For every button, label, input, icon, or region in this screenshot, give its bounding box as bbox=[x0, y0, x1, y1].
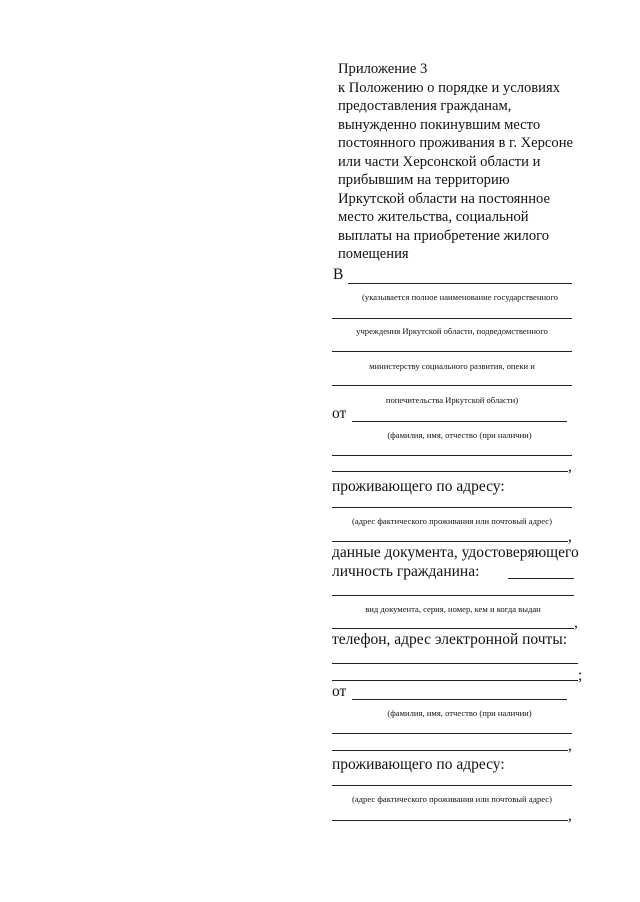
contacts-line[interactable] bbox=[332, 680, 578, 681]
comma: , bbox=[568, 458, 572, 475]
document-label: личность гражданина: bbox=[332, 563, 480, 580]
recipient-line[interactable] bbox=[332, 385, 572, 386]
fio-line[interactable] bbox=[352, 421, 567, 422]
header-line: или части Херсонской области и bbox=[338, 153, 541, 170]
address-line[interactable] bbox=[332, 541, 568, 542]
comma: , bbox=[568, 737, 572, 754]
residing-label: проживающего по адресу: bbox=[332, 478, 505, 495]
comma: , bbox=[574, 614, 578, 631]
recipient-line[interactable] bbox=[332, 318, 572, 319]
header-line: предоставления гражданам, bbox=[338, 98, 512, 114]
caption-institution: попечительства Иркутской области) bbox=[385, 395, 519, 405]
appendix-header bbox=[338, 60, 588, 264]
caption-fio: (фамилия, имя, отчество (при наличии) bbox=[387, 430, 532, 440]
header-line: прибывшим на территорию bbox=[338, 172, 510, 188]
contacts-label: телефон, адрес электронной почты: bbox=[332, 631, 568, 648]
recipient-line[interactable] bbox=[332, 351, 572, 352]
document-line[interactable] bbox=[332, 595, 574, 596]
document-label: данные документа, удостоверяющего bbox=[332, 544, 579, 561]
header-line: Иркутской области на постоянное bbox=[338, 190, 550, 207]
recipient-line[interactable] bbox=[348, 283, 572, 284]
header-line: место жительства, социальной bbox=[338, 209, 529, 225]
to-prefix: В bbox=[333, 266, 344, 283]
header-line: вынужденно покинувшим место bbox=[338, 116, 541, 133]
comma: , bbox=[568, 807, 572, 824]
caption-document: вид документа, серия, номер, кем и когда выдан bbox=[365, 604, 541, 614]
header-line: Приложение 3 bbox=[338, 61, 428, 77]
caption-fio: (фамилия, имя, отчество (при наличии) bbox=[387, 708, 532, 718]
fio-line[interactable] bbox=[352, 699, 567, 700]
comma: , bbox=[568, 528, 572, 545]
caption-institution: министерству социального развития, опеки и bbox=[369, 361, 535, 371]
address-line[interactable] bbox=[332, 820, 568, 821]
document-line[interactable] bbox=[508, 578, 574, 579]
fio-line[interactable] bbox=[332, 455, 572, 456]
document-line[interactable] bbox=[332, 628, 574, 629]
contacts-line[interactable] bbox=[332, 663, 578, 664]
address-line[interactable] bbox=[332, 507, 572, 508]
caption-address: (адрес фактического проживания или почтовый адрес) bbox=[351, 794, 552, 804]
semicolon: ; bbox=[578, 667, 583, 684]
header-line: к Положению о порядке и условиях bbox=[338, 79, 560, 96]
fio-line[interactable] bbox=[332, 733, 572, 734]
caption-institution: (указывается полное наименование государственного bbox=[362, 292, 558, 302]
header-line: постоянного проживания в г. Херсоне bbox=[338, 135, 573, 151]
caption-address: (адрес фактического проживания или почтовый адрес) bbox=[351, 516, 552, 526]
from-prefix: от bbox=[332, 683, 347, 700]
from-prefix: от bbox=[332, 405, 347, 422]
header-line: выплаты на приобретение жилого bbox=[338, 227, 550, 244]
residing-label: проживающего по адресу: bbox=[332, 756, 505, 773]
fio-line[interactable] bbox=[332, 471, 568, 472]
header-line: помещения bbox=[338, 246, 409, 262]
address-line[interactable] bbox=[332, 785, 572, 786]
caption-institution: учреждения Иркутской области, подведомственного bbox=[356, 326, 548, 336]
fio-line[interactable] bbox=[332, 750, 568, 751]
